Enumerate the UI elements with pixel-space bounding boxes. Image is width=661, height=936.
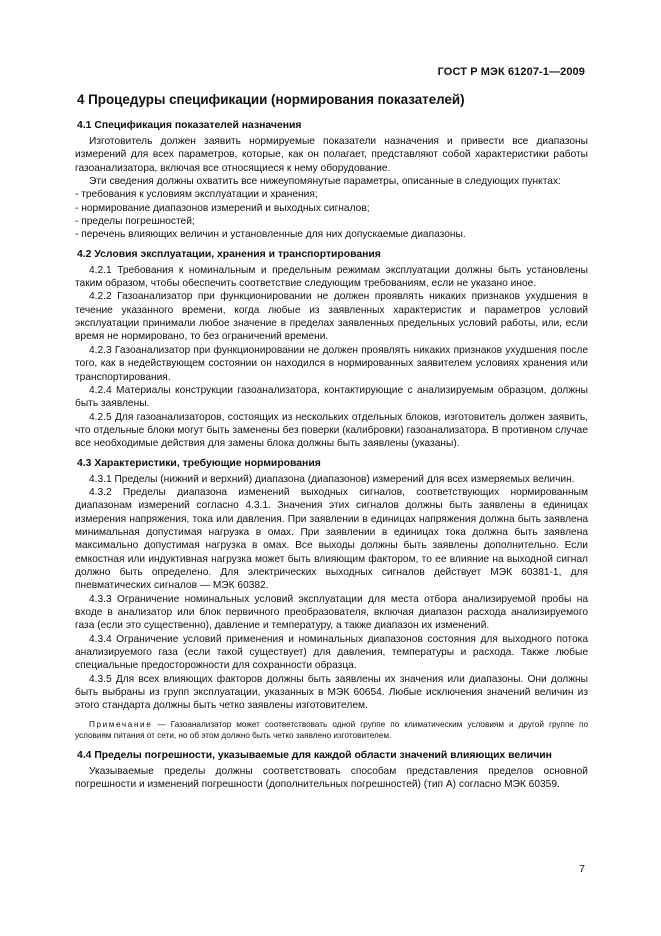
chapter-title: 4 Процедуры спецификации (нормирования показателей) [77, 92, 465, 107]
paragraph: 4.2.1 Требования к номинальным и предельным режимам эксплуатации должны быть установлены таким образом, чтобы обеспечить соответствие следующим требованиям, если не указано иное. [75, 264, 588, 290]
paragraph: 4.3.3 Ограничение номинальных условий эксплуатации для места отбора анализируемой пробы на входе в анализатор или блок первичного преобразователя, включая диапазон расхода анализируемого газа (если это существенно), давление и температуру, а также диапазон их изменений. [75, 593, 588, 632]
paragraph: Указываемые пределы должны соответствовать способам представления пределов основной погрешности и изменений погрешности (дополнительных погрешностей) (тип А) согласно МЭК 60359. [75, 765, 588, 791]
section-4-1-title: 4.1 Спецификация показателей назначения [77, 120, 302, 131]
list-item: - перечень влияющих величин и установленные для них допускаемые диапазоны. [75, 229, 466, 241]
paragraph: 4.2.4 Материалы конструкции газоанализатора, контактирующие с анализируемым образцом, должны быть заявлены. [75, 384, 588, 410]
paragraph: 4.3.1 Пределы (нижний и верхний) диапазона (диапазонов) измерений для всех измеряемых величин. [89, 473, 575, 485]
paragraph: Изготовитель должен заявить нормируемые показатели назначения и привести все диапазоны измерений для всех параметров, которые, как он полагает, представляют собой характеристики работы газоанализатора, включая все относящиеся к нему оборудование. [75, 136, 588, 174]
paragraph: 4.2.5 Для газоанализаторов, состоящих из нескольких отдельных блоков, изготовитель должен заявить, что отдельные блоки могут быть заменены без поверки (калибровки) газоанализатора. В противном случае все необходимые действия для замены блока должны быть заявлены (указаны). [75, 411, 588, 450]
list-item: - нормирование диапазонов измерений и выходных сигналов; [75, 202, 370, 214]
page-number: 7 [579, 863, 585, 875]
requirements-list [75, 188, 588, 241]
paragraph: 4.3.4 Ограничение условий применения и номинальных диапазонов состояния для выходного потока анализируемого газа (если такой существует) для давления, температуры и расхода. Также любые специальные предосторожности для сохранности образца. [75, 633, 588, 672]
paragraph: 4.3.5 Для всех влияющих факторов должны быть заявлены их значения или диапазоны. Они должны быть выбраны из групп эксплуатации, указанных в МЭК 60654. Любые исключения значений величин из этого стандарта должны быть четко заявлены изготовителем. [75, 673, 588, 712]
section-4-2-title: 4.2 Условия эксплуатации, хранения и транспортирования [77, 248, 381, 260]
list-item: - пределы погрешностей; [75, 216, 195, 228]
section-4-3-title: 4.3 Характеристики, требующие нормирования [77, 457, 321, 469]
note [75, 719, 588, 741]
section-4-4-title: 4.4 Пределы погрешности, указываемые для каждой области значений влияющих величин [77, 749, 552, 761]
page-content [75, 92, 588, 791]
note-text: — Газоанализатор может соответствовать одной группе по климатическим условиям и другой группе по условиям питания от сети, но об этом должно быть четко заявлено изготовителем. [75, 719, 588, 740]
note-label: Примечание [89, 719, 153, 729]
paragraph: 4.2.2 Газоанализатор при функционировании не должен проявлять никаких признаков ухудшения в течение указанного времени, когда любые из заявленных характеристик и параметров условий эксплуатации принимали любое значение в пределах заявленных предельных условий работы, или, если время не нормировано, то без ограничений времени. [75, 291, 588, 343]
paragraph: 4.2.3 Газоанализатор при функционировании не должен проявлять никаких признаков ухудшения после того, как в недействующем состоянии он находился в нормированных заявителем условиях хранения или транспортирования. [75, 344, 588, 383]
paragraph: Эти сведения должны охватить все нижеупомянутые параметры, описанные в следующих пунктах: [89, 176, 561, 188]
list-item: - требования к условиям эксплуатации и хранения; [75, 189, 318, 201]
standard-header: ГОСТ Р МЭК 61207-1—2009 [437, 66, 585, 78]
paragraph: 4.3.2 Пределы диапазона изменений выходных сигналов, соответствующих нормированным диапазонам измерений согласно 4.3.1. Значения этих сигналов должны быть заявлены в единицах измерения напряжения, тока или давления. При заявлении в единицах напряжения должна быть заявлена минимальная допустимая нагрузка в омах. При заявлении в единицах тока должна быть заявлена максимально допустимая нагрузка в омах. Все выходы должны быть заявлены дополнительно. Если емкостная или индуктивная нагрузка может быть влияющим фактором, то ее влияние на выходной сигнал должно быть определено. Для электрических выходных сигналов действует МЭК 60381-1, для пневматических сигналов — МЭК 60382. [75, 486, 588, 592]
